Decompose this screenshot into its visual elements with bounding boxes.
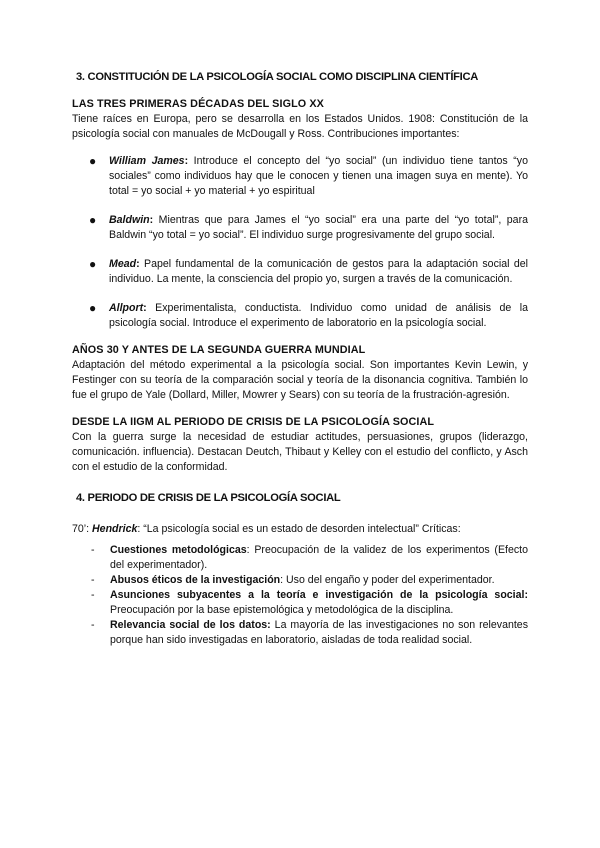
criticism-label: Asunciones subyacentes a la teoría e investigación de la psicología social: bbox=[110, 589, 528, 601]
section-3-sub-2 bbox=[72, 343, 528, 403]
section-3-sub-1 bbox=[72, 97, 528, 331]
document-page bbox=[72, 70, 528, 648]
dash-icon: - bbox=[91, 589, 95, 601]
sub-2-heading: AÑOS 30 Y ANTES DE LA SEGUNDA GUERRA MUNDIAL bbox=[72, 344, 366, 356]
dash-icon: - bbox=[91, 544, 95, 556]
criticism-text: La mayoría de las investigaciones no son relevantes porque han sido investigadas en laboratorio, aisladas de toda realidad social. bbox=[110, 619, 528, 646]
bullet-icon: ● bbox=[89, 301, 97, 315]
criticism-label: Relevancia social de los datos: bbox=[110, 619, 271, 631]
contributor-name: Baldwin bbox=[109, 214, 150, 226]
criticism-list bbox=[72, 543, 528, 648]
list-item: ● Mead: Papel fundamental de la comunicación de gestos para la adaptación social del individuo. La mente, la consciencia del propio yo, surgen a través de la comunicación. bbox=[89, 257, 528, 285]
section-3-title: 3. CONSTITUCIÓN DE LA PSICOLOGÍA SOCIAL COMO DISCIPLINA CIENTÍFICA bbox=[76, 71, 479, 83]
sub-1-heading: LAS TRES PRIMERAS DÉCADAS DEL SIGLO XX bbox=[72, 98, 324, 110]
list-item bbox=[72, 588, 528, 618]
contributor-text: Experimentalista, conductista. Individuo como unidad de análisis de la psicología social. Introduce el experimento de laboratorio en la psicología social. bbox=[109, 302, 528, 329]
criticism-text: Preocupación por la base epistemológica y metodológica de la disciplina. bbox=[110, 604, 454, 616]
bullet-icon: ● bbox=[89, 257, 97, 271]
section-4-title: 4. PERIODO DE CRISIS DE LA PSICOLOGÍA SOCIAL bbox=[76, 492, 341, 504]
sub-3-heading: DESDE LA IIGM AL PERIODO DE CRISIS DE LA PSICOLOGÍA SOCIAL bbox=[72, 416, 435, 428]
sub-2-text: Adaptación del método experimental a la psicología social. Son importantes Kevin Lewin, y Festinger con su teoría de la comparación social y teoría de la disonancia cognitiva. También lo fue el grupo de Yale (Dollard, Miller, Mowrer y Sears) con su teoría de la frustración-agresión. bbox=[72, 359, 528, 401]
contributors-list bbox=[72, 154, 528, 331]
list-item: ● William James: Introduce el concepto del “yo social” (un individuo tiene tantos “yo sociales” como individuos hay que le conocen y tienen una imagen suya en mente). Yo total = yo social + yo material + yo espiritual bbox=[89, 154, 528, 197]
section-3-sub-3 bbox=[72, 415, 528, 475]
author-name: Hendrick bbox=[92, 523, 138, 535]
sub-3-text: Con la guerra surge la necesidad de estudiar actitudes, persuasiones, grupos (liderazgo, comunicación. influencia). Destacan Deutch, Thibaut y Kelley con el estudio del conflicto, y Asch con el estudio de la conformidad. bbox=[72, 431, 528, 473]
list-item bbox=[72, 543, 528, 573]
list-item: ● Allport: Experimentalista, conductista. Individuo como unidad de análisis de la psicología social. Introduce el experimento de laboratorio en la psicología social. bbox=[89, 301, 528, 329]
contributor-text: Papel fundamental de la comunicación de gestos para la adaptación social del individuo. La mente, la consciencia del propio yo, surgen a través de la comunicación. bbox=[109, 258, 528, 285]
dash-icon: - bbox=[91, 619, 95, 631]
section-4-intro: 70’: Hendrick: “La psicología social es un estado de desorden intelectual” Críticas: bbox=[72, 523, 461, 535]
bullet-icon: ● bbox=[89, 213, 97, 227]
list-item: ● Baldwin: Mientras que para James el “yo social” era una parte del “yo total”, para Baldwin “yo total = yo social”. El individuo surge progresivamente del grupo social. bbox=[89, 213, 528, 241]
contributor-name: William James bbox=[109, 155, 185, 167]
list-item bbox=[72, 618, 528, 648]
bullet-icon: ● bbox=[89, 154, 97, 168]
contributor-text: Mientras que para James el “yo social” era una parte del “yo total”, para Baldwin “yo total = yo social”. El individuo surge progresivamente del grupo social. bbox=[109, 214, 528, 241]
contributor-text: Introduce el concepto del “yo social” (un individuo tiene tantos “yo sociales” como individuos hay que le conocen y tienen una imagen suya en mente). Yo total = yo social + yo material + yo espiritual bbox=[109, 155, 528, 197]
contributor-name: Mead bbox=[109, 258, 137, 270]
criticism-label: Abusos éticos de la investigación bbox=[110, 574, 281, 586]
list-item bbox=[72, 573, 528, 588]
dash-icon: - bbox=[91, 574, 95, 586]
sub-1-text: Tiene raíces en Europa, pero se desarrolla en los Estados Unidos. 1908: Constitución de la psicología social con manuales de McDougall y Ross. Contribuciones importantes: bbox=[72, 113, 528, 140]
contributor-name: Allport bbox=[109, 302, 144, 314]
criticism-text: : Preocupación de la validez de los experimentos (Efecto del experimentador). bbox=[110, 544, 528, 571]
criticism-text: : Uso del engaño y poder del experimentador. bbox=[280, 574, 495, 586]
section-4-body bbox=[72, 522, 528, 648]
criticism-label: Cuestiones metodológicas bbox=[110, 544, 247, 556]
